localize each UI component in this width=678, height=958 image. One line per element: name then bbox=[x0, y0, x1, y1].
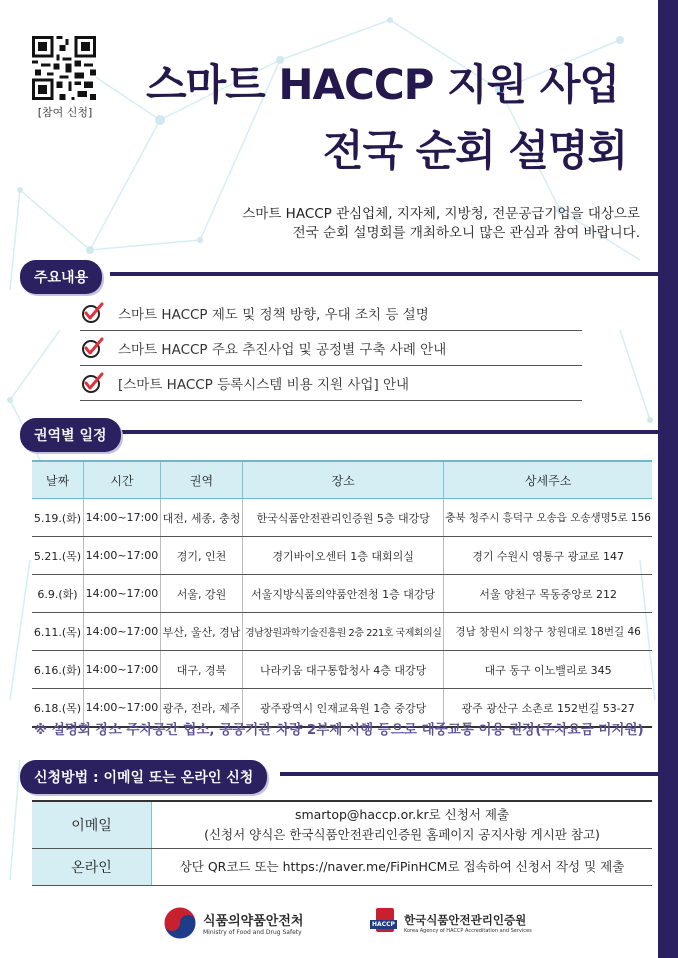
apply-value-email bbox=[152, 801, 653, 849]
cell-time: 14:00~17:00 bbox=[83, 689, 160, 728]
mfds-name-en: Ministry of Food and Drug Safety bbox=[203, 929, 302, 936]
parking-notice: ※ 설명회 장소 주차공간 협소, 공공기관 차량 2부제 시행 등으로 대중교통 이용 권장(주차요금 미지원) bbox=[34, 722, 644, 738]
cell-address: 충북 청주시 흥덕구 오송읍 오송생명5로 156 bbox=[444, 499, 652, 537]
apply-value-online[interactable]: 상단 QR코드 또는 https://naver.me/FiPinHCM로 접속하여 신청서 작성 및 제출 bbox=[152, 849, 653, 886]
cell-venue: 한국식품안전관리인증원 5층 대강당 bbox=[243, 499, 444, 537]
intro-text-line1: 스마트 HACCP 관심업체, 지자체, 지방청, 전문공급기업을 대상으로 bbox=[242, 206, 640, 222]
col-header-date: 날짜 bbox=[32, 461, 83, 499]
cell-region: 대전, 세종, 충청 bbox=[160, 499, 242, 537]
cell-time: 14:00~17:00 bbox=[83, 613, 160, 651]
cell-region: 대구, 경북 bbox=[160, 651, 242, 689]
section-header-schedule: 권역별 일정 bbox=[20, 418, 121, 452]
main-item-text: 스마트 HACCP 제도 및 정책 방향, 우대 조치 등 설명 bbox=[118, 307, 429, 323]
haccp-agency-logo bbox=[370, 908, 532, 938]
cell-date: 6.16.(화) bbox=[32, 651, 83, 689]
cell-time: 14:00~17:00 bbox=[83, 499, 160, 537]
apply-label-online: 온라인 bbox=[32, 849, 152, 886]
apply-label-email: 이메일 bbox=[32, 801, 152, 849]
table-row bbox=[32, 499, 652, 537]
qr-code-icon[interactable] bbox=[32, 36, 96, 100]
section-header-main: 주요내용 bbox=[20, 260, 102, 294]
haccp-badge-text: HACCP bbox=[372, 921, 395, 928]
cell-date: 6.18.(목) bbox=[32, 689, 83, 728]
mfds-logo bbox=[163, 906, 303, 940]
haccp-badge bbox=[370, 908, 400, 938]
main-item bbox=[80, 366, 582, 401]
table-row bbox=[32, 537, 652, 575]
cell-region: 부산, 울산, 경남 bbox=[160, 613, 242, 651]
col-header-address: 상세주소 bbox=[444, 461, 652, 499]
cell-time: 14:00~17:00 bbox=[83, 537, 160, 575]
cell-time: 14:00~17:00 bbox=[83, 651, 160, 689]
page-title-line1: 스마트 HACCP 지원 사업 bbox=[146, 60, 619, 109]
cell-venue: 경기바이오센터 1층 대회의실 bbox=[243, 537, 444, 575]
intro-text-line2: 전국 순회 설명회를 개최하오니 많은 관심과 참여 바랍니다. bbox=[292, 225, 640, 241]
table-row bbox=[32, 651, 652, 689]
apply-row-email bbox=[32, 801, 652, 849]
section-divider-apply bbox=[280, 772, 658, 776]
cell-address: 광주 광산구 소촌로 152번길 53-27 bbox=[444, 689, 652, 728]
apply-row-online bbox=[32, 849, 652, 886]
section-header-apply: 신청방법 : 이메일 또는 온라인 신청 bbox=[20, 760, 267, 794]
cell-venue: 경남창원과학기술진흥원 2층 221호 국제회의실 bbox=[243, 613, 444, 651]
cell-date: 6.11.(목) bbox=[32, 613, 83, 651]
apply-method-table bbox=[32, 800, 652, 886]
cell-address: 경남 창원시 의창구 창원대로 18번길 46 bbox=[444, 613, 652, 651]
col-header-time: 시간 bbox=[83, 461, 160, 499]
schedule-header-row bbox=[32, 461, 652, 499]
main-item-text: 스마트 HACCP 주요 추진사업 및 공정별 구축 사례 안내 bbox=[118, 342, 447, 358]
cell-region: 서울, 강원 bbox=[160, 575, 242, 613]
cell-date: 5.21.(목) bbox=[32, 537, 83, 575]
checkbox-checked-icon bbox=[80, 301, 106, 325]
cell-venue: 서울지방식품의약품안전청 1층 대강당 bbox=[243, 575, 444, 613]
right-accent-bar bbox=[658, 0, 678, 958]
col-header-region: 권역 bbox=[160, 461, 242, 499]
section-divider-main bbox=[110, 272, 658, 276]
checkbox-checked-icon bbox=[80, 336, 106, 360]
col-header-venue: 장소 bbox=[243, 461, 444, 499]
cell-region: 경기, 인천 bbox=[160, 537, 242, 575]
cell-address: 경기 수원시 영통구 광교로 147 bbox=[444, 537, 652, 575]
qr-apply-label: [참여 신청] bbox=[37, 106, 93, 119]
cell-address: 서울 양천구 목동중앙로 212 bbox=[444, 575, 652, 613]
haccp-name-ko: 한국식품안전관리인증원 bbox=[404, 913, 527, 927]
email-form-note: (신청서 양식은 한국식품안전관리인증원 홈페이지 공지사항 게시판 참고) bbox=[204, 827, 600, 842]
cell-date: 6.9.(화) bbox=[32, 575, 83, 613]
haccp-name-en: Korea Agency of HACCP Accreditation and Services bbox=[404, 928, 532, 934]
main-item bbox=[80, 331, 582, 366]
main-item bbox=[80, 296, 582, 331]
page-title-line2: 전국 순회 설명회 bbox=[322, 126, 628, 175]
cell-address: 대구 동구 이노밸리로 345 bbox=[444, 651, 652, 689]
checkbox-checked-icon bbox=[80, 371, 106, 395]
mfds-name-ko: 식품의약품안전처 bbox=[203, 914, 304, 929]
main-item-text: [스마트 HACCP 등록시스템 비용 지원 사업] 안내 bbox=[118, 377, 410, 393]
table-row bbox=[32, 575, 652, 613]
email-address-link[interactable]: smartop@haccp.or.kr로 신청서 제출 bbox=[294, 807, 510, 822]
cell-region: 광주, 전라, 제주 bbox=[160, 689, 242, 728]
cell-venue: 나라키움 대구통합청사 4층 대강당 bbox=[243, 651, 444, 689]
section-divider-schedule bbox=[120, 430, 658, 434]
cell-time: 14:00~17:00 bbox=[83, 575, 160, 613]
table-row bbox=[32, 613, 652, 651]
taegeuk-emblem-icon bbox=[163, 906, 197, 940]
cell-date: 5.19.(화) bbox=[32, 499, 83, 537]
schedule-table bbox=[32, 460, 652, 728]
cell-venue: 광주광역시 인재교육원 1층 중강당 bbox=[243, 689, 444, 728]
